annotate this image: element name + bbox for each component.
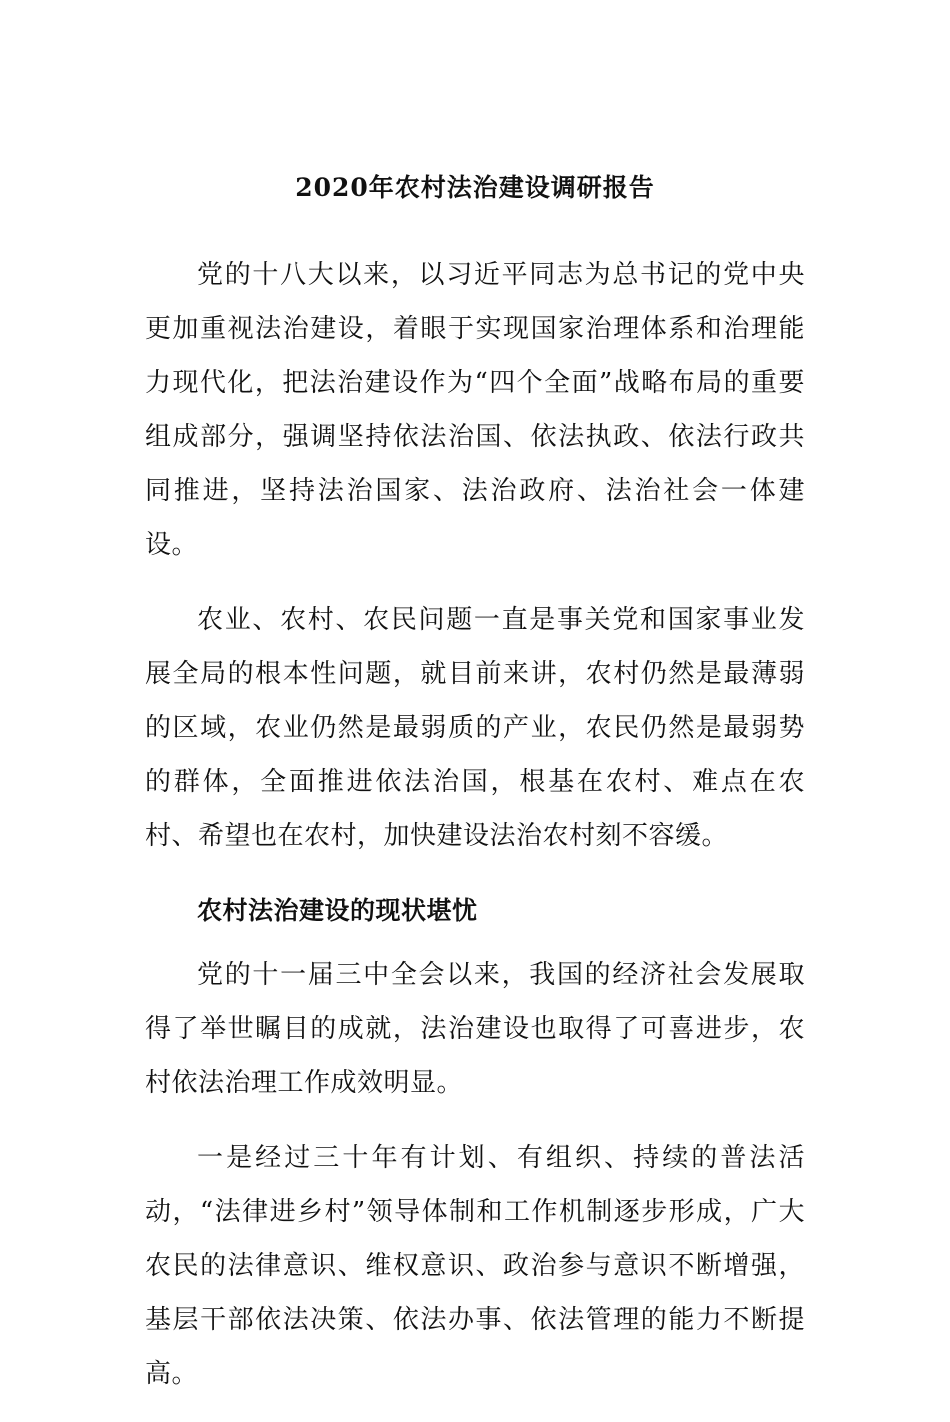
paragraph-point-one: 一是经过三十年有计划、有组织、持续的普法活动，“法律进乡村”领导体制和工作机制逐步形成，广大农民的法律意识、维权意识、政治参与意识不断增强，基层干部依法决策、依法办事、依法管理的能力不断提高。 (145, 1143, 805, 1389)
document-body (145, 248, 805, 1422)
paragraph-intro: 党的十八大以来，以习近平同志为总书记的党中央更加重视法治建设，着眼于实现国家治理体系和治理能力现代化，把法治建设作为“四个全面”战略布局的重要组成部分，强调坚持依法治国、依法执政、依法行政共同推进，坚持法治国家、法治政府、法治社会一体建设。 (145, 260, 805, 560)
paragraph-agriculture: 农业、农村、农民问题一直是事关党和国家事业发展全局的根本性问题，就目前来讲，农村仍然是最薄弱的区域，农业仍然是最弱质的产业，农民仍然是最弱势的群体，全面推进依法治国，根基在农村、难点在农村、希望也在农村，加快建设法治农村刻不容缓。 (145, 605, 805, 851)
section-heading: 农村法治建设的现状堪忧 (197, 896, 478, 925)
paragraph-progress: 党的十一届三中全会以来，我国的经济社会发展取得了举世瞩目的成就，法治建设也取得了可喜进步，农村依法治理工作成效明显。 (145, 960, 805, 1098)
document-title: 2020年农村法治建设调研报告 (295, 173, 655, 202)
